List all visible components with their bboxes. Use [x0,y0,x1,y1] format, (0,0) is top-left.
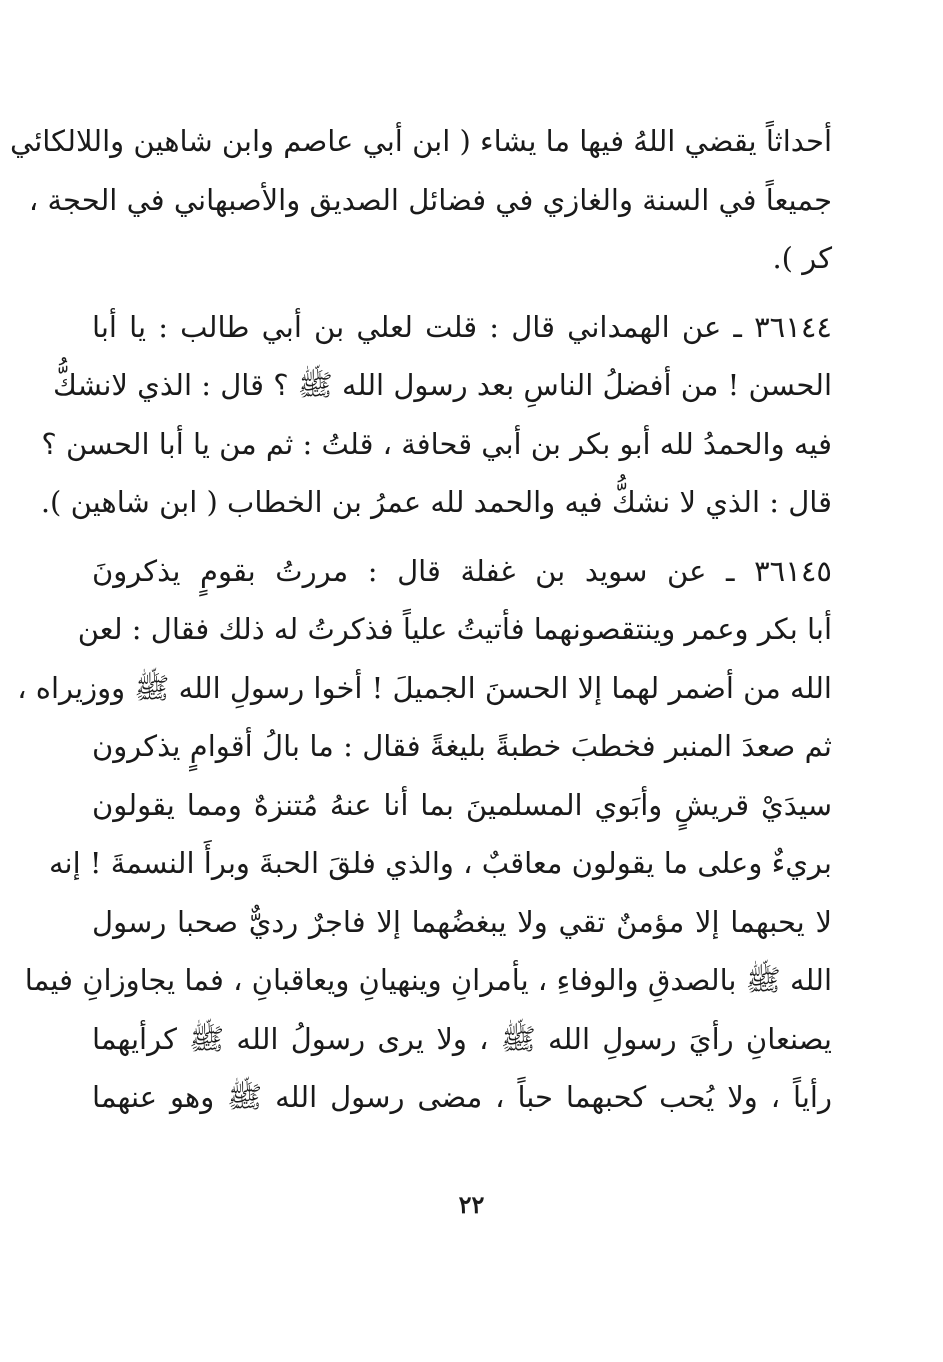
text-line: سيدَيْ قريشٍ وأبَوي المسلمينَ بما أنا عنهُ مُتنزهٌ ومما يقولون [92,787,832,822]
text-line: الله ﷺ بالصدقِ والوفاءِ ، يأمرانِ وينهيانِ ويعاقبانِ ، فما يجاوزانِ فيما [24,963,832,997]
text-line: بريءٌ وعلى ما يقولون معاقبٌ ، والذي فلقَ الحبةَ وبرأَ النسمةَ ! إنه [48,846,832,880]
paragraph-hadith-36145 [17,542,832,1127]
text-line: قال : الذي لا نشكُّ فيه والحمد لله عمرُ بن الخطاب ( ابن شاهين ). [40,485,832,519]
text-line: الحسن ! من أفضلُ الناسِ بعد رسول الله ﷺ ؟ قال : الذي لانشكُّ [53,368,832,402]
page-number: ٢٢ [458,1190,485,1219]
text-line: جميعاً في السنة والغازي في فضائل الصديق والأصبهاني في الحجة ، [28,182,832,217]
paragraph-1 [10,112,832,288]
text-line: ثم صعدَ المنبر فخطبَ خطبةً بليغةً فقال : ما بالُ أقوامٍ يذكرون [92,729,832,763]
text-line: ٣٦١٤٥ ـ عن سويد بن غفلة قال : مررتُ بقومٍ يذكرونَ [92,553,832,588]
paragraph-hadith-36144 [40,298,832,532]
text-line: الله من أضمر لهما إلا الحسنَ الجميلَ ! أخوا رسولِ الله ﷺ ووزيراه ، [17,670,832,705]
text-line: كر ). [772,241,832,275]
text-line: أبا بكر وعمر وينتقصونهما فأتيتُ علياً فذكرتُ له ذلك فقال : لعن [77,612,832,646]
text-line: فيه والحمدُ لله أبو بكر بن أبي قحافة ، قلتُ : ثم من يا أبا الحسن ؟ [41,426,832,461]
text-line: لا يحبهما إلا مؤمنٌ تقي ولا يبغضُهما إلا فاجرٌ رديٌّ صحبا رسول [92,904,832,939]
text-line: يصنعانِ رأيَ رسولِ الله ﷺ ، ولا يرى رسولُ الله ﷺ كرأيهما [92,1021,832,1056]
paragraph-gap [92,532,832,542]
paragraph-gap [92,288,832,298]
text-line: رأياً ، ولا يُحب كحبهما حباً ، مضى رسول الله ﷺ وهو عنهما [92,1080,832,1114]
text-line: أحداثاً يقضي اللهُ فيها ما يشاء ( ابن أبي عاصم وابن شاهين واللالكائي [10,124,832,158]
text-line: ٣٦١٤٤ ـ عن الهمداني قال : قلت لعلي بن أبي طالب : يا أبا [92,309,832,344]
page-body [10,112,832,1127]
